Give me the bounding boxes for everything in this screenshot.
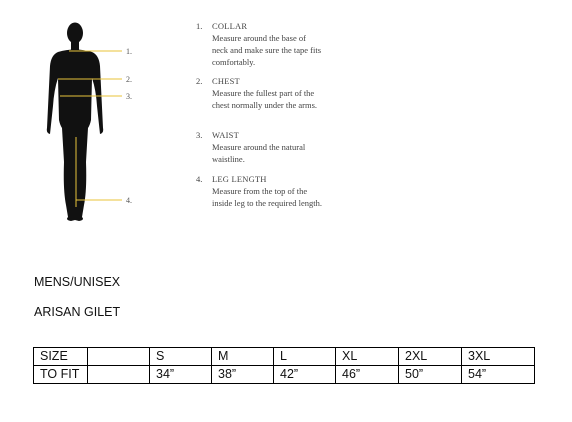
fit-cell: 54” (462, 366, 535, 384)
instruction-title: CHEST (212, 76, 240, 86)
table-row-size (34, 348, 535, 366)
size-chart-table (33, 347, 535, 384)
instruction-number: 1. (196, 21, 203, 31)
guide-number-2: 2. (126, 75, 132, 84)
product-title: ARISAN GILET (34, 305, 121, 319)
size-cell: XL (336, 348, 399, 366)
instruction-title: WAIST (212, 130, 239, 140)
fit-cell: 34” (150, 366, 212, 384)
instruction-text: Measure around the base of neck and make sure the tape fits comfortably. (212, 33, 322, 67)
row-label: SIZE (34, 348, 88, 366)
fit-cell: 46” (336, 366, 399, 384)
size-cell: 3XL (462, 348, 535, 366)
instruction-title: COLLAR (212, 21, 248, 31)
row-label: TO FIT (34, 366, 88, 384)
size-cell: M (212, 348, 274, 366)
instruction-number: 2. (196, 76, 203, 86)
guide-number-3: 3. (126, 92, 132, 101)
guide-number-4: 4. (126, 196, 132, 205)
instruction-number: 4. (196, 174, 203, 184)
instruction-text: Measure around the natural waistline. (212, 142, 306, 164)
instruction-text: Measure the fullest part of the chest normally under the arms. (212, 88, 318, 110)
size-cell: L (274, 348, 336, 366)
human-silhouette (47, 23, 103, 222)
body-measurement-figure (0, 0, 190, 230)
guide-number-1: 1. (126, 47, 132, 56)
instruction-title: LEG LENGTH (212, 174, 267, 184)
instruction-number: 3. (196, 130, 203, 140)
size-cell: 2XL (399, 348, 462, 366)
fit-cell: 38” (212, 366, 274, 384)
fit-cell: 50” (399, 366, 462, 384)
category-label: MENS/UNISEX (34, 275, 121, 289)
instruction-text: Measure from the top of the inside leg to the required length. (212, 186, 322, 208)
size-cell: S (150, 348, 212, 366)
blank-cell (88, 348, 150, 366)
fit-cell: 42” (274, 366, 336, 384)
table-row-to-fit (34, 366, 535, 384)
blank-cell (88, 366, 150, 384)
